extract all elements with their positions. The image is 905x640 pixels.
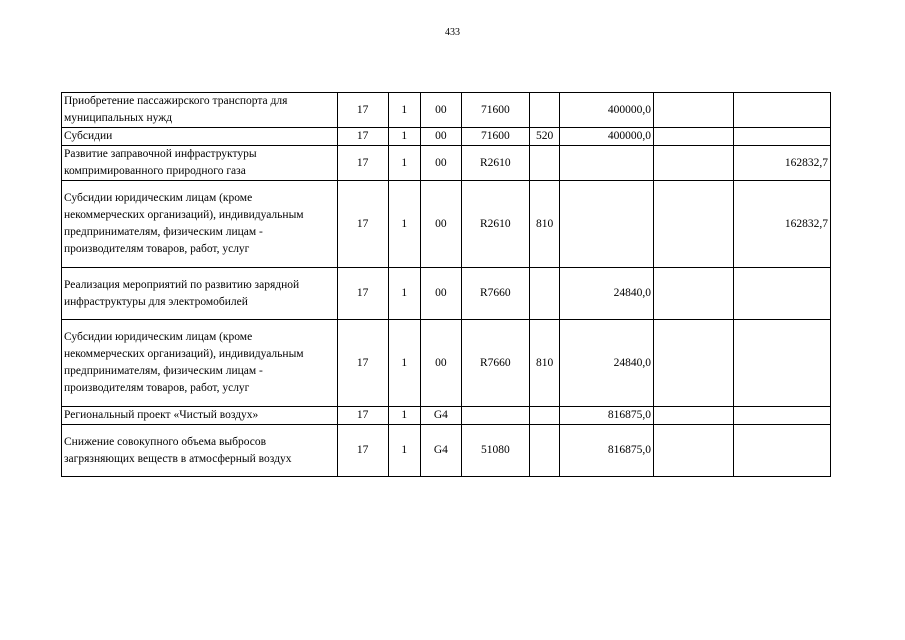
ministry-code-cell: 17 bbox=[337, 128, 388, 146]
direction-code-cell: R7660 bbox=[461, 268, 529, 320]
amount-year2-cell bbox=[653, 146, 733, 181]
table-row bbox=[62, 320, 831, 407]
direction-code-cell bbox=[461, 407, 529, 425]
amount-year1-cell: 400000,0 bbox=[560, 93, 654, 128]
program-code-cell: 1 bbox=[388, 268, 421, 320]
subprogram-code-cell: G4 bbox=[421, 425, 462, 477]
amount-year1-cell: 24840,0 bbox=[560, 320, 654, 407]
direction-code-cell: R7660 bbox=[461, 320, 529, 407]
amount-year1-cell: 816875,0 bbox=[560, 407, 654, 425]
table-row bbox=[62, 93, 831, 128]
row-name-cell: Региональный проект «Чистый воздух» bbox=[62, 407, 338, 425]
amount-year2-cell bbox=[653, 93, 733, 128]
amount-year1-cell: 816875,0 bbox=[560, 425, 654, 477]
budget-table bbox=[61, 92, 831, 477]
expense-type-cell bbox=[529, 268, 560, 320]
amount-year3-cell bbox=[734, 268, 831, 320]
page-number: 433 bbox=[445, 27, 460, 38]
row-name-cell: Субсидии юридическим лицам (кроме некоммерческих организаций), индивидуальным предпринимателям, физическим лицам - производителям товаров, работ, услуг bbox=[62, 320, 338, 407]
direction-code-cell: R2610 bbox=[461, 181, 529, 268]
table-row bbox=[62, 181, 831, 268]
direction-code-cell: 51080 bbox=[461, 425, 529, 477]
expense-type-cell: 810 bbox=[529, 181, 560, 268]
expense-type-cell: 520 bbox=[529, 128, 560, 146]
program-code-cell: 1 bbox=[388, 146, 421, 181]
expense-type-cell bbox=[529, 425, 560, 477]
program-code-cell: 1 bbox=[388, 425, 421, 477]
row-name-cell: Приобретение пассажирского транспорта для муниципальных нужд bbox=[62, 93, 338, 128]
table-body bbox=[62, 93, 831, 477]
direction-code-cell: 71600 bbox=[461, 93, 529, 128]
ministry-code-cell: 17 bbox=[337, 181, 388, 268]
amount-year3-cell bbox=[734, 407, 831, 425]
amount-year3-cell bbox=[734, 320, 831, 407]
amount-year1-cell bbox=[560, 181, 654, 268]
ministry-code-cell: 17 bbox=[337, 407, 388, 425]
table-row bbox=[62, 146, 831, 181]
program-code-cell: 1 bbox=[388, 128, 421, 146]
expense-type-cell bbox=[529, 146, 560, 181]
amount-year2-cell bbox=[653, 128, 733, 146]
amount-year3-cell: 162832,7 bbox=[734, 181, 831, 268]
direction-code-cell: R2610 bbox=[461, 146, 529, 181]
row-name-cell: Субсидии bbox=[62, 128, 338, 146]
ministry-code-cell: 17 bbox=[337, 146, 388, 181]
amount-year2-cell bbox=[653, 268, 733, 320]
amount-year3-cell bbox=[734, 425, 831, 477]
row-name-cell: Развитие заправочной инфраструктуры компримированного природного газа bbox=[62, 146, 338, 181]
program-code-cell: 1 bbox=[388, 93, 421, 128]
amount-year2-cell bbox=[653, 181, 733, 268]
amount-year2-cell bbox=[653, 425, 733, 477]
row-name-cell: Реализация мероприятий по развитию зарядной инфраструктуры для электромобилей bbox=[62, 268, 338, 320]
amount-year3-cell: 162832,7 bbox=[734, 146, 831, 181]
subprogram-code-cell: 00 bbox=[421, 268, 462, 320]
subprogram-code-cell: 00 bbox=[421, 93, 462, 128]
subprogram-code-cell: 00 bbox=[421, 320, 462, 407]
subprogram-code-cell: 00 bbox=[421, 146, 462, 181]
amount-year2-cell bbox=[653, 407, 733, 425]
amount-year1-cell: 400000,0 bbox=[560, 128, 654, 146]
expense-type-cell bbox=[529, 93, 560, 128]
table-row bbox=[62, 128, 831, 146]
ministry-code-cell: 17 bbox=[337, 268, 388, 320]
amount-year1-cell bbox=[560, 146, 654, 181]
row-name-cell: Снижение совокупного объема выбросов загрязняющих веществ в атмосферный воздух bbox=[62, 425, 338, 477]
table-row bbox=[62, 268, 831, 320]
direction-code-cell: 71600 bbox=[461, 128, 529, 146]
table-row bbox=[62, 425, 831, 477]
table-row bbox=[62, 407, 831, 425]
subprogram-code-cell: 00 bbox=[421, 181, 462, 268]
ministry-code-cell: 17 bbox=[337, 320, 388, 407]
subprogram-code-cell: G4 bbox=[421, 407, 462, 425]
program-code-cell: 1 bbox=[388, 407, 421, 425]
amount-year3-cell bbox=[734, 128, 831, 146]
expense-type-cell: 810 bbox=[529, 320, 560, 407]
amount-year2-cell bbox=[653, 320, 733, 407]
expense-type-cell bbox=[529, 407, 560, 425]
subprogram-code-cell: 00 bbox=[421, 128, 462, 146]
ministry-code-cell: 17 bbox=[337, 93, 388, 128]
amount-year1-cell: 24840,0 bbox=[560, 268, 654, 320]
program-code-cell: 1 bbox=[388, 181, 421, 268]
program-code-cell: 1 bbox=[388, 320, 421, 407]
row-name-cell: Субсидии юридическим лицам (кроме некоммерческих организаций), индивидуальным предпринимателям, физическим лицам - производителям товаров, работ, услуг bbox=[62, 181, 338, 268]
ministry-code-cell: 17 bbox=[337, 425, 388, 477]
amount-year3-cell bbox=[734, 93, 831, 128]
